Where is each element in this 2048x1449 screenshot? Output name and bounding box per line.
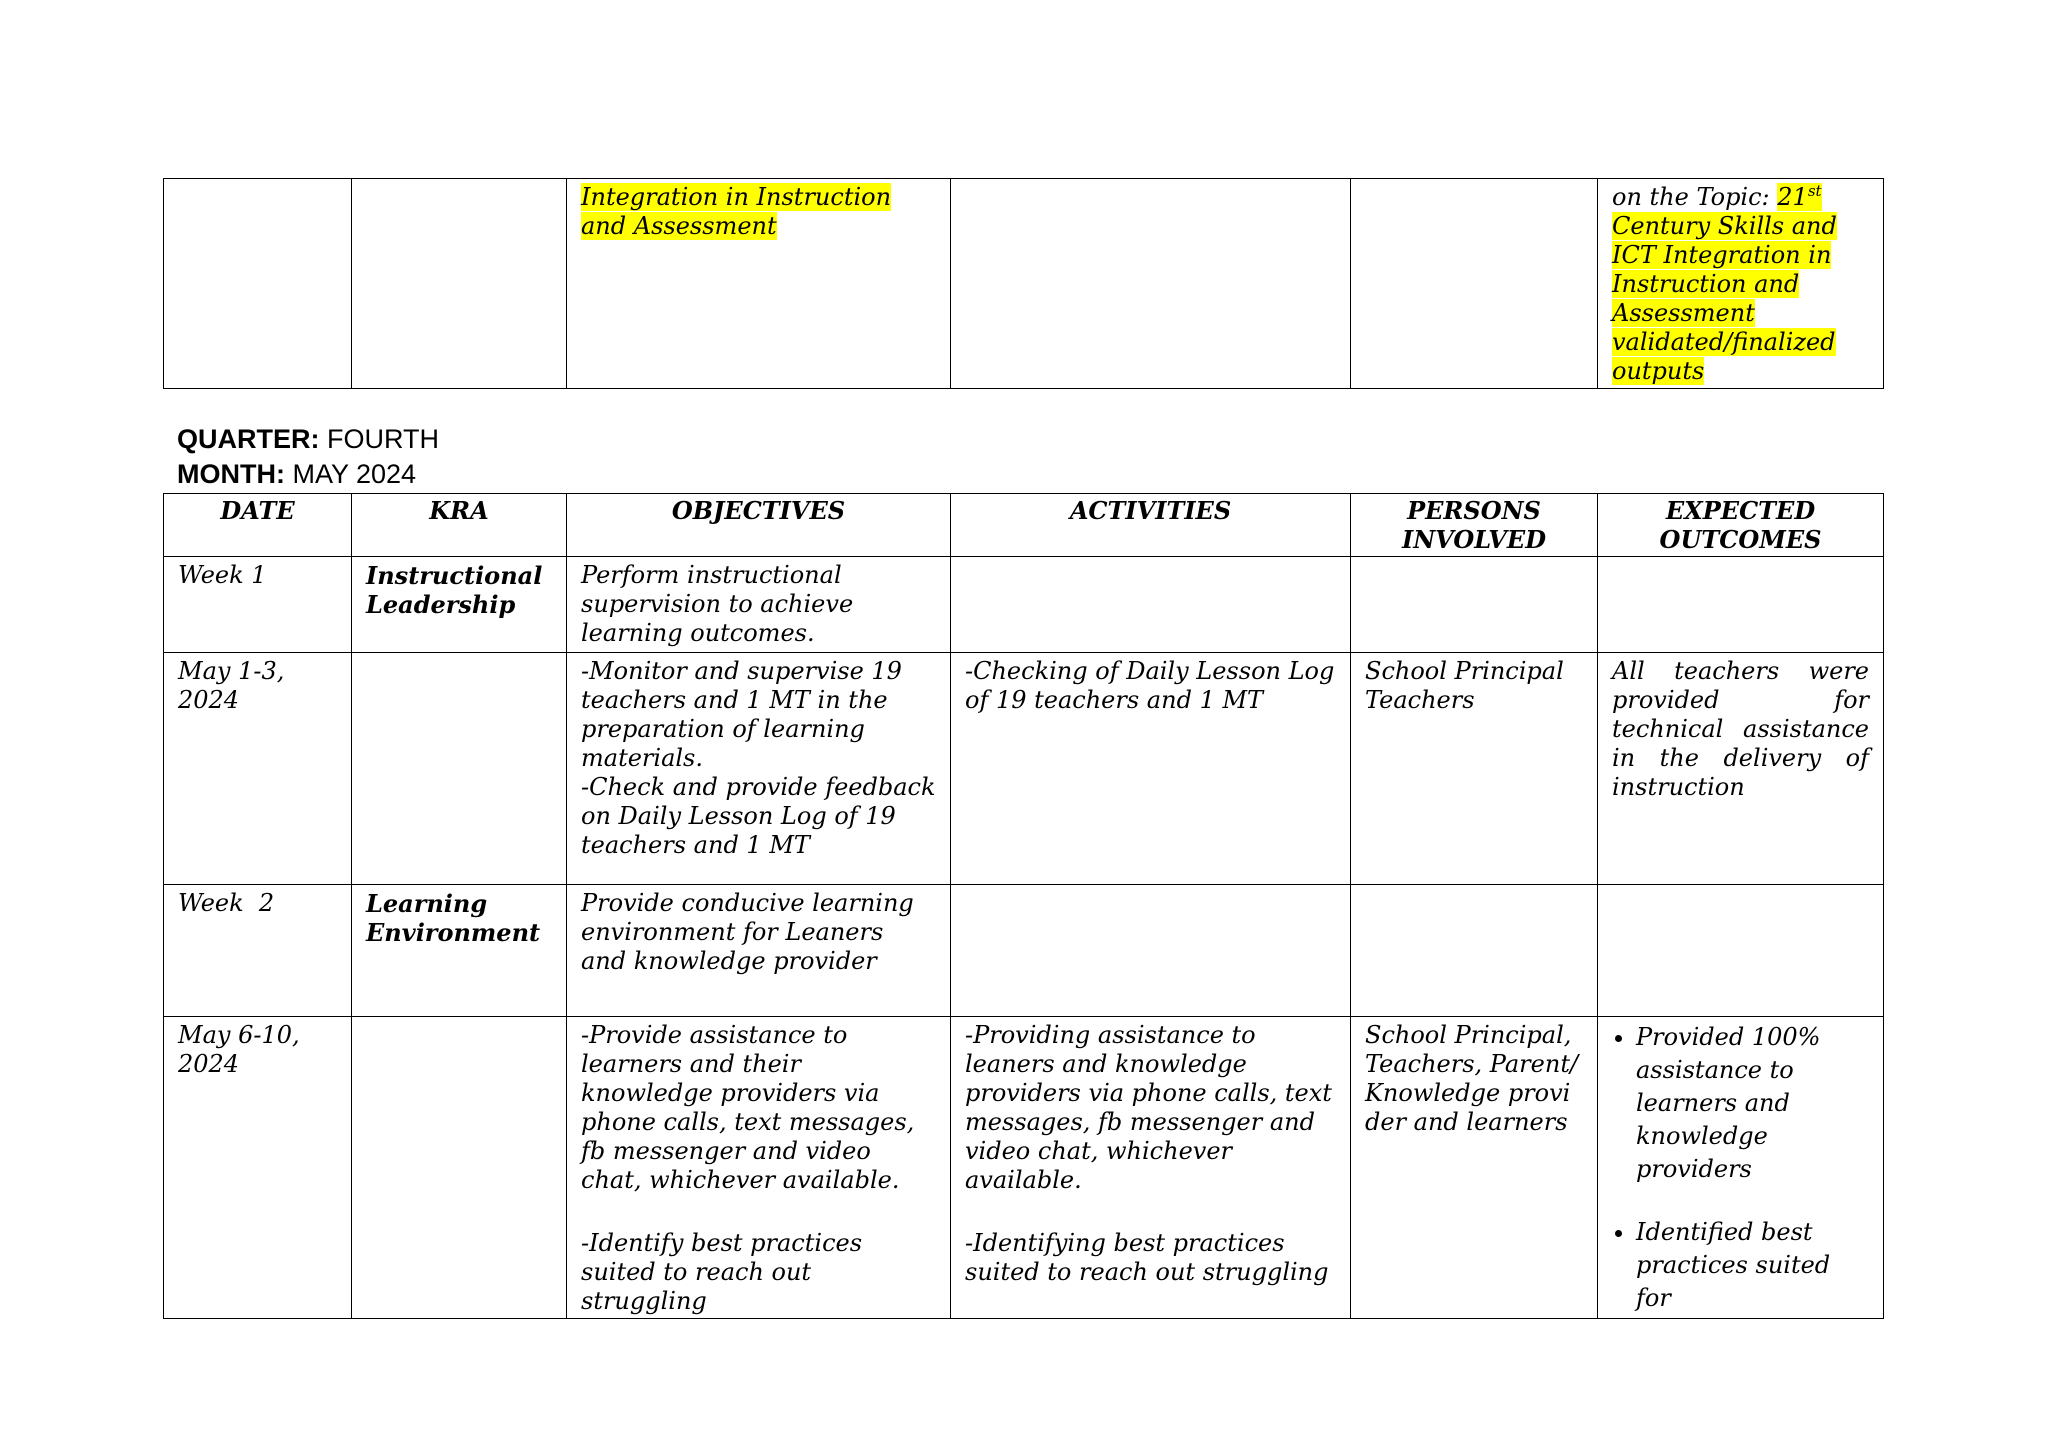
highlighted-text: ICT Integration in [1612, 241, 1832, 269]
persons-cell [1351, 179, 1598, 389]
outcomes-cell [1598, 179, 1884, 389]
outcomes-cell [1598, 1017, 1884, 1319]
highlighted-text: Instruction and [1612, 270, 1800, 298]
activity-text: -Providing assistance to leaners and knowledge providers via phone calls, text messages, fb messenger and video chat, whichever available. [965, 1021, 1332, 1194]
list-item: • Identified best practices suited for [1636, 1216, 1869, 1315]
table-row [164, 885, 1884, 1017]
person-text: Teachers [1365, 686, 1475, 714]
column-header-objectives: OBJECTIVES [567, 494, 951, 557]
activities-cell [951, 557, 1351, 653]
outcome-prefix: on the Topic: [1612, 183, 1778, 211]
objective-text: -Identify best practices suited to reach out struggling [581, 1229, 863, 1315]
objective-text: -Provide assistance to learners and their knowledge providers via phone calls, text messages, fb messenger and video chat, whichever available. [581, 1021, 915, 1194]
table-row [164, 653, 1884, 885]
plan-table [163, 493, 1884, 1319]
activities-cell [951, 179, 1351, 389]
activities-cell [951, 1017, 1351, 1319]
persons-cell: School Principal, Teachers, Parent/Knowledge provider and learners [1351, 1017, 1598, 1319]
date-cell: Week 2 [164, 885, 352, 1017]
column-header-activities: ACTIVITIES [951, 494, 1351, 557]
table-row [164, 179, 1884, 389]
outcomes-cell [1598, 557, 1884, 653]
column-header-outcomes: EXPECTED OUTCOMES [1598, 494, 1884, 557]
date-cell: May 6-10, 2024 [164, 1017, 352, 1319]
date-cell: May 1-3, 2024 [164, 653, 352, 885]
continuation-table [163, 178, 1884, 389]
activities-cell: -Checking of Daily Lesson Log of 19 teachers and 1 MT [951, 653, 1351, 885]
quarter-heading: QUARTER: FOURTH [177, 424, 439, 454]
list-item: • Provided 100% assistance to learners and knowledge providers [1636, 1021, 1869, 1186]
highlighted-text: Century Skills and [1612, 212, 1837, 240]
objectives-cell: Provide conducive learning environment for Leaners and knowledge provider [567, 885, 951, 1017]
activities-cell [951, 885, 1351, 1017]
month-heading: MONTH: MAY 2024 [177, 459, 417, 489]
objective-text: -Check and provide feedback on Daily Lesson Log of 19 teachers and 1 MT [581, 773, 936, 859]
kra-cell [352, 653, 567, 885]
person-text: School Principal [1365, 657, 1564, 685]
kra-cell: Instructional Leadership [352, 557, 567, 653]
highlighted-text: validated/finalized [1612, 328, 1836, 356]
highlighted-text: 21st [1777, 182, 1822, 211]
date-cell: Week 1 [164, 557, 352, 653]
objectives-cell [567, 653, 951, 885]
date-cell [164, 179, 352, 389]
objectives-cell [567, 179, 951, 389]
kra-cell: Learning Environment [352, 885, 567, 1017]
persons-cell [1351, 653, 1598, 885]
persons-cell [1351, 885, 1598, 1017]
kra-cell [352, 1017, 567, 1319]
outcomes-cell [1598, 885, 1884, 1017]
column-header-kra: KRA [352, 494, 567, 557]
outcome-bullet-list [1606, 1021, 1869, 1315]
column-header-date: DATE [164, 494, 352, 557]
header-row [164, 494, 1884, 557]
highlighted-text: Assessment [1612, 299, 1755, 327]
kra-cell [352, 179, 567, 389]
persons-cell [1351, 557, 1598, 653]
highlighted-text: Integration in Instruction [581, 183, 892, 211]
table-row [164, 557, 1884, 653]
highlighted-text: outputs [1612, 357, 1705, 385]
objectives-cell: Perform instructional supervision to achieve learning outcomes. [567, 557, 951, 653]
objectives-cell [567, 1017, 951, 1319]
outcomes-cell: All teachers were provided for technical assistance in the delivery of instruction [1598, 653, 1884, 885]
column-header-persons: PERSONS INVOLVED [1351, 494, 1598, 557]
highlighted-text: and Assessment [581, 212, 777, 240]
objective-text: -Monitor and supervise 19 teachers and 1 MT in the preparation of learning materials. [581, 657, 902, 772]
table-row [164, 1017, 1884, 1319]
activity-text: -Identifying best practices suited to reach out struggling [965, 1229, 1329, 1286]
